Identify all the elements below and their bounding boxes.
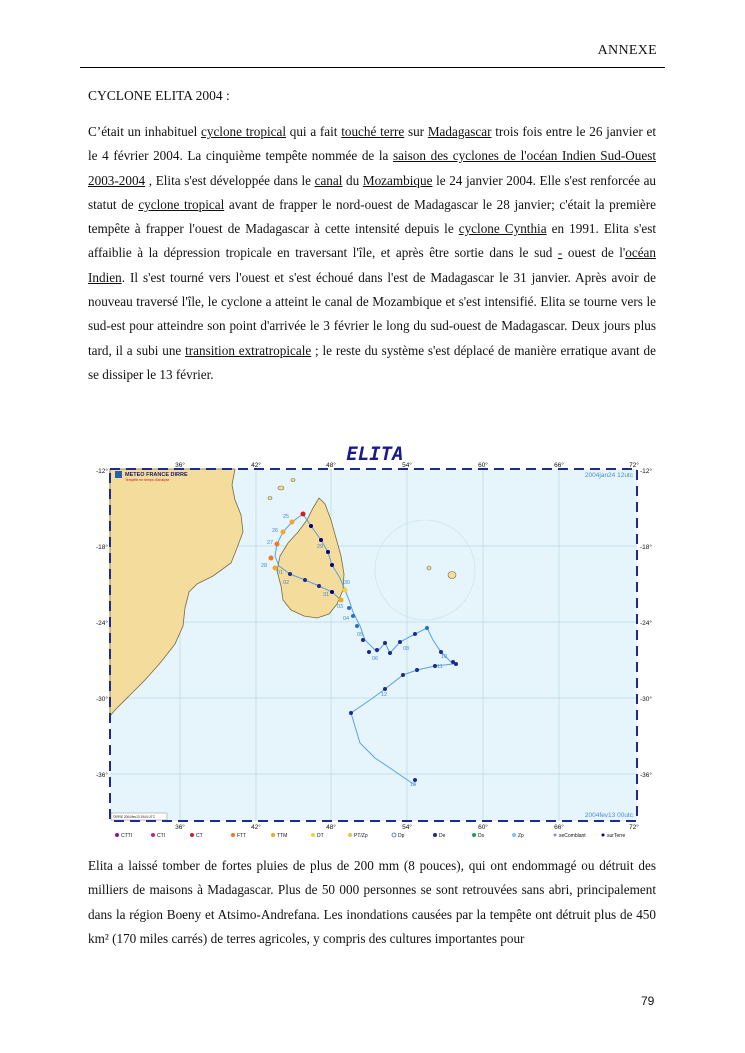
svg-text:11: 11 bbox=[437, 664, 443, 670]
lon-labels-bottom bbox=[175, 823, 639, 831]
svg-text:CTTI: CTTI bbox=[121, 833, 133, 839]
track-point bbox=[349, 711, 353, 715]
svg-text:-30°: -30° bbox=[640, 696, 652, 703]
text-link[interactable]: saison des cyclones de l'océan Indien Sud-Ouest 2003-2004 bbox=[88, 148, 656, 188]
paragraph-impact bbox=[88, 854, 656, 951]
text-link[interactable]: transition extratropicale bbox=[185, 342, 312, 358]
track-point bbox=[361, 638, 365, 642]
start-date-label: 2004jan24 12utc bbox=[584, 472, 633, 479]
svg-text:CTI: CTI bbox=[157, 833, 166, 839]
agency-subtitle: Tempête en temps d'analyse bbox=[125, 478, 170, 482]
track-point bbox=[288, 572, 292, 576]
svg-text:CT: CT bbox=[196, 833, 203, 839]
svg-text:31: 31 bbox=[323, 592, 330, 598]
svg-text:-24°: -24° bbox=[96, 620, 108, 627]
track-point bbox=[319, 538, 323, 542]
svg-text:03: 03 bbox=[337, 604, 344, 610]
cyclone-track-map bbox=[85, 440, 660, 845]
svg-text:25: 25 bbox=[283, 514, 290, 520]
svg-text:13: 13 bbox=[410, 782, 417, 788]
track-point bbox=[301, 512, 306, 517]
track-point bbox=[375, 648, 379, 652]
svg-text:04: 04 bbox=[343, 616, 350, 622]
text-link[interactable]: touché terre bbox=[341, 124, 405, 139]
track-point bbox=[398, 640, 402, 644]
track-point bbox=[339, 598, 344, 603]
svg-text:PT/Zp: PT/Zp bbox=[354, 833, 368, 839]
svg-text:42°: 42° bbox=[251, 462, 261, 469]
text-run: trois fois entre le 26 janvier et le 4 février 2004. La cinquième tempête nommée de la bbox=[88, 124, 657, 164]
svg-text:Ds: Ds bbox=[478, 833, 485, 839]
text-run: avant de frapper le nord-ouest de Madagascar le 28 janvier; c'était la première tempête à frapper l'ouest de Madagascar à cette intensité depuis le bbox=[88, 196, 656, 237]
end-date-label: 2004fev13 00utc bbox=[584, 812, 633, 819]
svg-text:60°: 60° bbox=[478, 824, 488, 831]
svg-text:-18°: -18° bbox=[640, 544, 652, 551]
map-legend bbox=[115, 833, 626, 839]
text-run: , Elita s'est développée dans le bbox=[145, 172, 315, 188]
track-point bbox=[347, 606, 351, 610]
text-link[interactable]: cyclone Cynthia bbox=[458, 221, 547, 237]
track-point bbox=[355, 624, 359, 628]
svg-text:02: 02 bbox=[283, 580, 290, 586]
text-run: C’était un inhabituel bbox=[88, 124, 201, 139]
svg-text:66°: 66° bbox=[554, 462, 564, 469]
lat-labels-right bbox=[640, 467, 652, 779]
text-run: . Il s'est tourné vers l'ouest et s'est échoué dans l'est de Madagascar le 31 janvier. Après avoir de nouveau traversé l'île, le cyclone a atteint le canal de Mozambique et s'est intensifié. Elita se tourne vers le sud-est pour atteindre son point d'arrivée le 3 février le long du sud-ouest de Madagascar. Deux jours plus tard, il a subi une bbox=[88, 269, 656, 358]
svg-text:28: 28 bbox=[261, 563, 268, 569]
section-title: CYCLONE ELITA 2004 : bbox=[88, 88, 230, 103]
svg-text:10: 10 bbox=[441, 654, 448, 660]
text-run: Elita a laissé tomber de fortes pluies de plus de 200 mm (8 pouces), qui ont endommagé ou détruit des milliers de maisons à Madagascar. Plus de 50 000 personnes se sont retrouvées sans abri, principalement dans la région Boeny et Atsimo-Andrefana. Les inondations causées par la tempête ont détruit plus de 450 km² (170 miles carrés) de terres agricoles, y compris des cultures importantes pour bbox=[88, 858, 656, 946]
svg-text:36°: 36° bbox=[175, 462, 185, 469]
svg-text:seComblant: seComblant bbox=[559, 833, 586, 839]
track-point bbox=[275, 542, 280, 547]
svg-text:FTT: FTT bbox=[237, 833, 247, 839]
svg-text:48°: 48° bbox=[326, 824, 336, 831]
track-point bbox=[330, 590, 334, 594]
track-point bbox=[454, 662, 458, 666]
svg-text:26: 26 bbox=[272, 528, 279, 534]
agency-logo-icon bbox=[115, 471, 122, 478]
text-run: du bbox=[342, 172, 363, 188]
map-title: ELITA bbox=[346, 443, 404, 465]
svg-text:30: 30 bbox=[344, 580, 351, 586]
text-run: ouest de l' bbox=[562, 245, 626, 261]
svg-text:Zp: Zp bbox=[518, 833, 524, 839]
track-point bbox=[383, 641, 387, 645]
svg-text:36°: 36° bbox=[175, 824, 185, 831]
lat-labels-left bbox=[96, 467, 108, 779]
track-point bbox=[290, 520, 295, 525]
svg-text:-18°: -18° bbox=[96, 544, 108, 551]
svg-text:42°: 42° bbox=[251, 824, 261, 831]
text-link[interactable]: cyclone tropical bbox=[138, 196, 225, 212]
track-point bbox=[383, 687, 387, 691]
svg-text:54°: 54° bbox=[402, 462, 412, 469]
svg-text:TTM: TTM bbox=[277, 833, 288, 839]
track-point bbox=[317, 584, 321, 588]
track-point bbox=[367, 650, 371, 654]
svg-text:DT: DT bbox=[317, 833, 324, 839]
text-link[interactable]: - bbox=[557, 245, 563, 261]
svg-text:29: 29 bbox=[317, 544, 324, 550]
text-run: qui a fait bbox=[286, 124, 342, 139]
svg-text:48°: 48° bbox=[326, 462, 336, 469]
track-point bbox=[281, 530, 286, 535]
svg-text:60°: 60° bbox=[478, 462, 488, 469]
text-run: ; le reste du système s'est déplacé de manière erratique avant de se dissiper le 13 février. bbox=[88, 342, 656, 382]
credit-label: ©IRRE 2004/fev13 1944 UTC bbox=[113, 815, 156, 819]
svg-text:-12°: -12° bbox=[640, 468, 652, 475]
svg-text:66°: 66° bbox=[554, 824, 564, 831]
svg-text:01: 01 bbox=[277, 570, 284, 576]
svg-text:54°: 54° bbox=[402, 824, 412, 831]
svg-text:Dp: Dp bbox=[398, 833, 405, 839]
agency-name: METEO FRANCE DIRRE bbox=[125, 472, 188, 478]
text-link[interactable]: canal bbox=[314, 172, 343, 188]
track-point bbox=[309, 524, 313, 528]
track-point bbox=[326, 550, 330, 554]
track-point bbox=[388, 651, 392, 655]
svg-text:06: 06 bbox=[372, 656, 379, 662]
svg-text:05: 05 bbox=[357, 632, 364, 638]
page-header bbox=[80, 43, 665, 68]
track-point bbox=[415, 668, 419, 672]
track-point bbox=[351, 614, 355, 618]
lon-labels-top bbox=[175, 461, 639, 469]
track-point bbox=[269, 556, 274, 561]
svg-text:72°: 72° bbox=[629, 824, 639, 831]
text-run: le 24 janvier 2004. Elle s'est renforcée au statut de bbox=[88, 172, 657, 212]
header-label: ANNEXE bbox=[597, 43, 657, 58]
text-link[interactable]: Madagascar bbox=[427, 124, 492, 139]
map-svg bbox=[85, 440, 660, 845]
track-point bbox=[343, 588, 348, 593]
track-point bbox=[413, 632, 417, 636]
svg-text:De: De bbox=[439, 833, 446, 839]
svg-text:-36°: -36° bbox=[640, 772, 652, 779]
svg-text:-12°: -12° bbox=[96, 468, 108, 475]
track-point bbox=[330, 563, 334, 567]
track-point bbox=[303, 578, 307, 582]
svg-text:72°: 72° bbox=[629, 462, 639, 469]
text-run: sur bbox=[404, 124, 428, 139]
svg-text:-30°: -30° bbox=[96, 696, 108, 703]
track-point bbox=[401, 673, 405, 677]
svg-text:surTerre: surTerre bbox=[607, 833, 626, 839]
text-link[interactable]: cyclone tropical bbox=[201, 124, 287, 139]
paragraph-intro bbox=[88, 120, 656, 387]
svg-text:08: 08 bbox=[403, 646, 410, 652]
page-number: 79 bbox=[641, 994, 655, 1008]
svg-text:-24°: -24° bbox=[640, 620, 652, 627]
text-link[interactable]: Mozambique bbox=[362, 172, 433, 188]
svg-text:12: 12 bbox=[381, 692, 388, 698]
svg-text:-36°: -36° bbox=[96, 772, 108, 779]
svg-text:27: 27 bbox=[267, 540, 274, 546]
text-run: en 1991. Elita s'est affaiblie à la dépression tropicale en traversant l'île, et après être sortie dans le sud bbox=[88, 221, 656, 261]
text-link[interactable]: océan Indien bbox=[88, 245, 656, 285]
track-point bbox=[425, 626, 429, 630]
